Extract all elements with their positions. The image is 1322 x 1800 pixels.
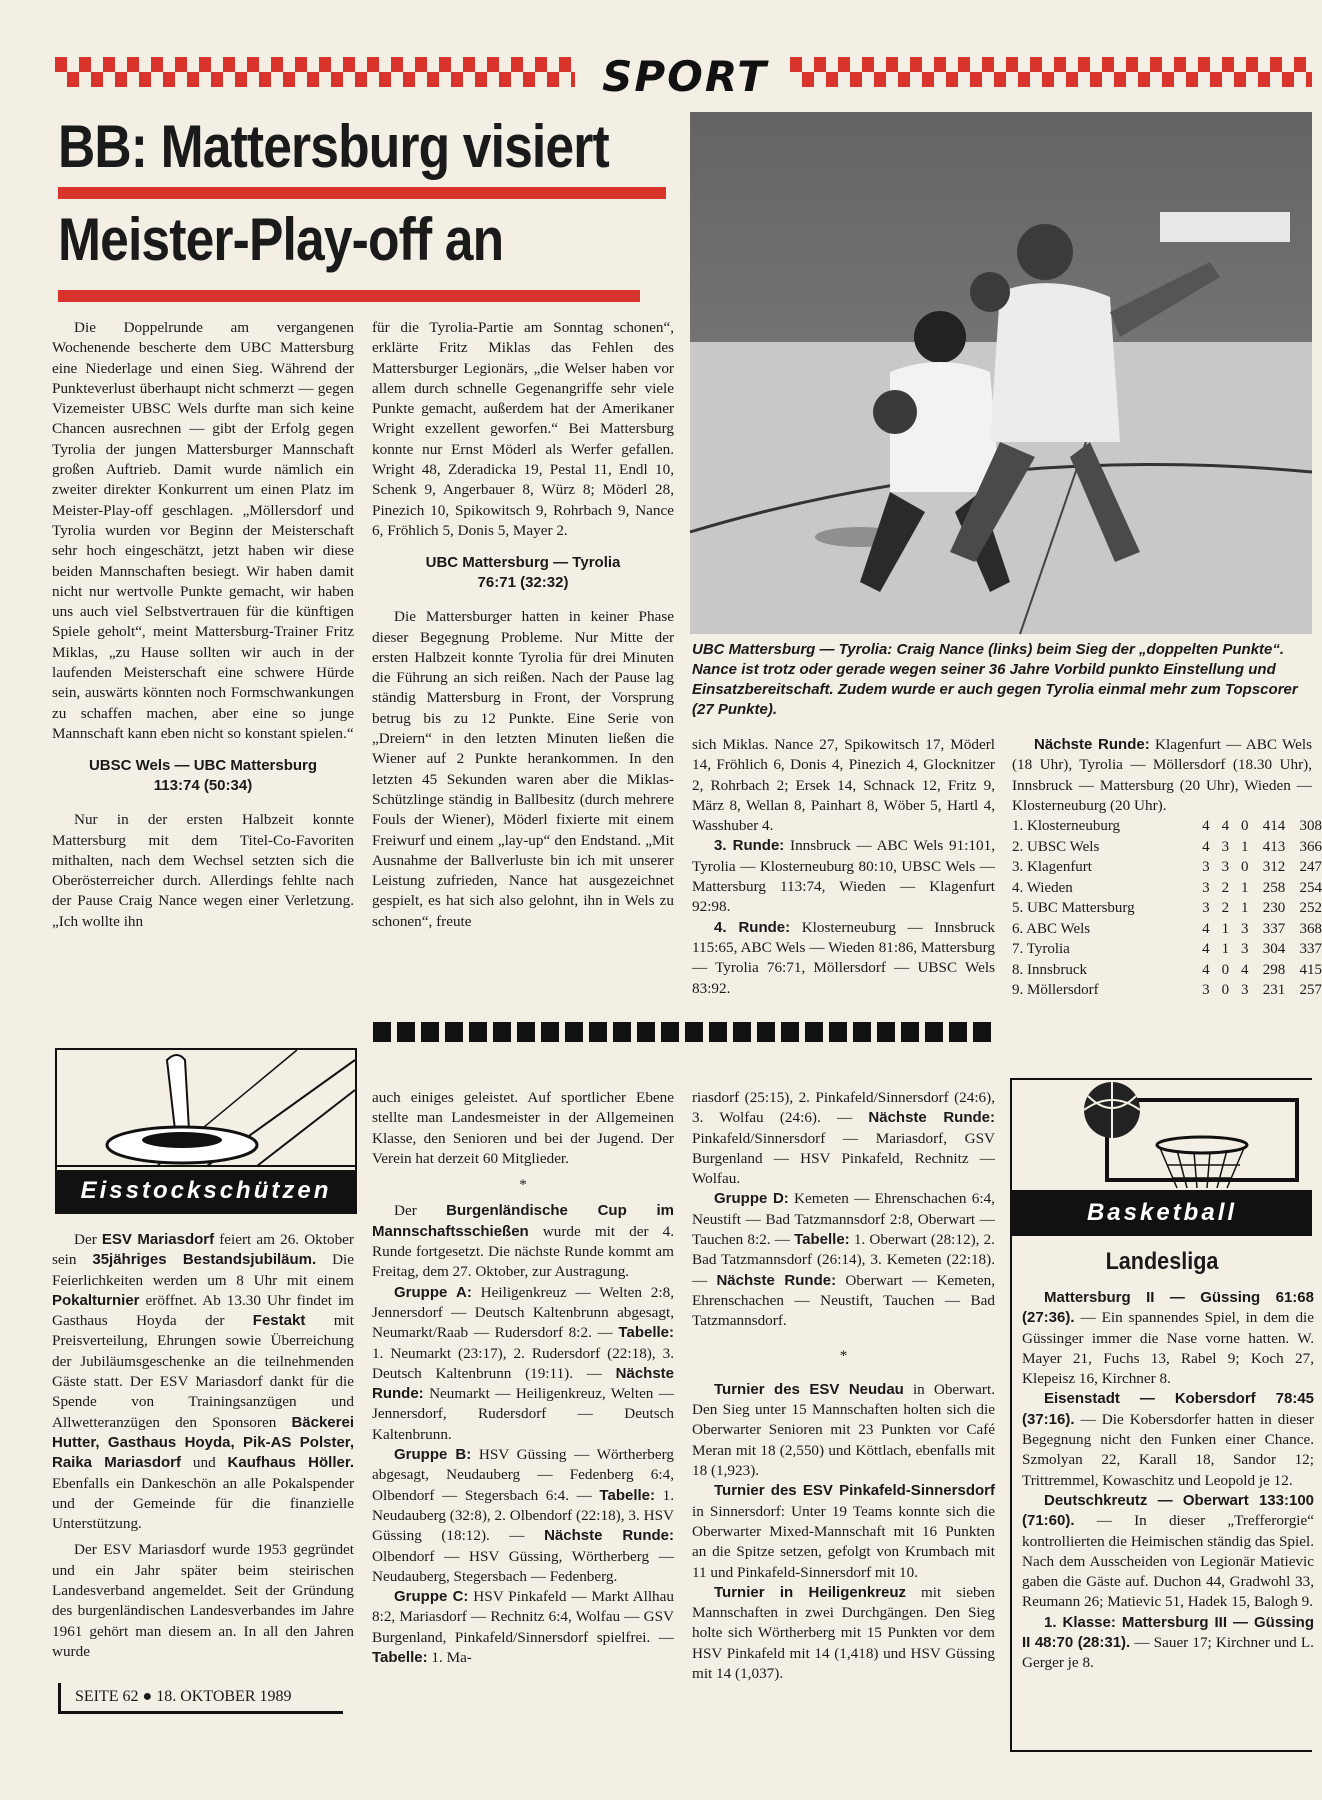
group-d [692, 1189, 995, 1331]
result-score: 113:74 (50:34) [153, 777, 253, 795]
cup-intro [372, 1201, 674, 1282]
text-run: Neumarkt — Heiligenkreuz, Welten — Jennersdorf, Rudersdorf — Deutsch Kaltenbrunn. [372, 1385, 674, 1443]
issue-date: 18. OKTOBER 1989 [156, 1688, 292, 1705]
group-b [372, 1445, 674, 1587]
standings-cell-l: 4 [1241, 961, 1249, 978]
standings-cell-w: 3 [1221, 838, 1230, 855]
eisstock-paragraph [52, 1230, 354, 1534]
standings-column-4 [1012, 735, 1322, 1001]
text-run: HSV Güssing — Wörtherberg abgesagt, Neudauberg — Fedenberg 6:4, Olbendorf — Stegersbach 6:4. — [372, 1446, 674, 1504]
headline-underline-2 [58, 290, 640, 302]
bold-run: Pokalturnier [52, 1291, 140, 1309]
bullet-icon: ● [142, 1688, 153, 1705]
tournament-label: Turnier des ESV Neudau [714, 1380, 904, 1398]
tournament-pinkafeld [692, 1481, 995, 1582]
bold-run: Bäckerei Hutter, Gasthaus Hoyda, Pik-AS Polster, Raika Mariasdorf [52, 1413, 354, 1472]
article-paragraph: Die Mattersburger hatten in keiner Phase dieser Begegnung Probleme. Nur Mitte der ersten Halbzeit konnte Tyrolia für drei Minuten die Führung an sich reißen. Nach der Pause lag ständig Mattersburg in Front, der Vorsprung betrug bis zu 12 Punkte. Eine Serie von „Dreiern“ in den letzten Minuten ließen die Wiener auf 2 Punkte herankommen. In den letzten 45 Sekunden waren aber die Miklas-Schützlinge ständig in Ballbesitz (durch mehrere Fouls der Wiener), Möderl fixierte mit einem Freiwurf und einem „lay-up“ den Endstand. „Mit Ausnahme der Ballverluste bin ich mit unserer Leistung zufrieden, Nance hat ausgezeichnet gespielt, es hat sich also gelohnt, ihn in Wels zu schonen“, freute [372, 608, 674, 930]
standings-cell-opp: 366 [1299, 838, 1322, 855]
group-label: Gruppe A: [394, 1283, 472, 1301]
results-column-3 [692, 735, 995, 999]
standings-cell-opp: 337 [1299, 941, 1322, 958]
group-c [372, 1587, 674, 1668]
standings-cell-g: 4 [1202, 818, 1210, 835]
standings-cell-pts: 231 [1262, 982, 1286, 999]
standings-cell-w: 3 [1221, 859, 1230, 876]
article-paragraph: auch einiges geleistet. Auf sportlicher Ebene stellte man Landesmeister in der Allgemeinen Klasse, den Senioren und bei der Jugend. Der Verein hat derzeit 60 Mitglieder. [372, 1089, 674, 1167]
standings-cell-team: 9. Möllersdorf [1012, 982, 1099, 999]
standings-cell-l: 0 [1241, 859, 1249, 876]
basketball-results [1022, 1288, 1314, 1674]
group-label: Gruppe B: [394, 1446, 472, 1464]
standings-cell-pts: 414 [1262, 818, 1286, 835]
asterisk-separator: * [519, 1176, 527, 1194]
text-run: riasdorf (25:15), 2. Pinkafeld/Sinnersdorf (24:6), 3. Wolfau (24:6). — [692, 1089, 995, 1127]
page-number: SEITE 62 [75, 1688, 139, 1705]
tournament-neudau [692, 1380, 995, 1481]
basketball-hoop-icon [1012, 1080, 1312, 1190]
headline-underline-1 [58, 187, 666, 199]
standings-cell-w: 4 [1221, 818, 1230, 835]
text-run: mit sieben Mannschaften in zwei Durchgängen. Den Sieg holte sich Wörtherberg mit 15 Punkten vor dem HSV Pinkafeld mit 14 (1,418) und HSV Güssing mit 14 (1,037). [692, 1583, 995, 1683]
tournament-heiligenkreuz [692, 1583, 995, 1684]
standings-cell-l: 3 [1241, 982, 1249, 999]
standings-cell-pts: 304 [1262, 941, 1286, 958]
next-round [1012, 735, 1312, 816]
basketball-game-photo [690, 112, 1312, 634]
eisstock-column [52, 1230, 354, 1662]
eisstock-paragraph: Der ESV Mariasdorf wurde 1953 gegründet und ein Jahr später beim steirischen Landesverband angemeldet. Seit der Gründung des burgenländischen Landesverbandes im Jahre 1961 gehört man diesem an. In all den Jahren wurde [52, 1541, 354, 1660]
standings-cell-l: 3 [1241, 941, 1249, 958]
standings-row [1012, 816, 1322, 837]
basketball-banner: Basketball [1012, 1190, 1312, 1236]
standings-cell-opp: 254 [1299, 879, 1322, 896]
standings-cell-w: 1 [1221, 920, 1230, 937]
standings-cell-team: 1. Klosterneuburg [1012, 818, 1121, 835]
standings-cell-team: 4. Wieden [1012, 879, 1073, 896]
text-run: und [180, 1454, 228, 1472]
standings-cell-opp: 368 [1299, 920, 1322, 937]
article-column-1 [52, 318, 354, 932]
photo-illustration [690, 112, 1312, 634]
standings-cell-opp: 415 [1299, 961, 1322, 978]
standings-cell-pts: 413 [1262, 838, 1286, 855]
standings-cell-g: 4 [1202, 941, 1210, 958]
checker-band-right [790, 57, 1312, 87]
basketball-game [1022, 1613, 1314, 1674]
article-paragraph: Nur in der ersten Halbzeit konnte Mattersburg mit dem Titel-Co-Favoriten mithalten, nach dem Wechsel setzten sich die Oberösterreicher durch. Allerdings fehlte nach der Pause Craig Nance wegen einer Verletzung. „Ich wollte ihn [52, 811, 354, 930]
standings-row [1012, 919, 1322, 940]
asterisk-separator: * [839, 1346, 848, 1364]
text-run: in Oberwart. Den Sieg unter 15 Mannschaften holten sich die Oberwarter Senioren mit 23 Punkten vor Café Meran mit 18 (2,550) und Köttlach, ebenfalls mit 18 (1,923). [692, 1380, 995, 1480]
standings-row [1012, 837, 1322, 858]
standings-cell-w: 0 [1221, 982, 1230, 999]
standings-cell-l: 0 [1241, 818, 1249, 835]
standings-cell-l: 1 [1241, 879, 1249, 896]
round-4-results [692, 918, 995, 999]
standings-cell-g: 3 [1202, 982, 1210, 999]
basketball-game [1022, 1389, 1314, 1490]
tournament-label: Turnier in Heiligenkreuz [714, 1583, 907, 1601]
group-label: Gruppe C: [394, 1588, 469, 1606]
checker-band-left [55, 57, 575, 87]
photo-caption: UBC Mattersburg — Tyrolia: Craig Nance (links) beim Sieg der „doppelten Punkte“. Nance ist trotz oder gerade wegen seiner 36 Jahre Vorbild punkto Einstellung und Einsatzbereitschaft. Zudem wurde er auch gegen Tyrolia einmal mehr zum Topscorer (27 Punkte). [692, 641, 1298, 718]
text-run: eröffnet. Ab 13.30 Uhr findet im Gasthaus Hoyda der [52, 1291, 354, 1330]
game-text: — Sauer 17; Kirchner und L. Gerger je 8. [1022, 1634, 1314, 1672]
text-run: Kemeten — Ehrenschachen 6:4, Neustift — Bad Tatzmannsdorf 2:8, Oberwart — Tauchen 8:2. — [692, 1190, 995, 1249]
standings-cell-w: 2 [1221, 900, 1230, 917]
text-run: feiert am 26. Oktober sein [52, 1231, 354, 1269]
cup-column [372, 1088, 674, 1668]
article-paragraph: Die Doppelrunde am vergangenen Wochenende bescherte dem UBC Mattersburg eine Niederlage und einen Sieg. Während der Punkteverlust überhaupt nicht schmerzt — gegen Vizemeister UBSC Wels durfte man sich keine Chancen ausrechnen — gibt der Erfolg gegen Tyrolia der jungen Mattersburger Mannschaft großen Auftrieb. Damit wurde nämlich ein zweiter direkter Konkurrent um einen Platz im Meister-Play-off geschlagen. „Möllersdorf und Tyrolia wurden vor Beginn der Meisterschaft sehr hoch eingeschätzt, jetzt haben wir diese beiden Mannschaften besiegt. Wir haben damit nicht nur wertvolle Punkte gemacht, wir haben uns auch viel Selbstvertrauen für die künftigen Spiele geholt“, meint Mattersburg-Trainer Fritz Miklas, „zu Hause sollten wir auch in der laufenden Meisterschaft eine schwere Hürde sein, auswärts könnten noch Formschwankungen zu schaffen machen, aber eine so junge Mannschaft kann eben nicht so konstant spielen.“ [52, 319, 354, 742]
text-run: Olbendorf — HSV Güssing, Wörtherberg — Neudauberg, Stegersbach — Fedenberg. [372, 1547, 674, 1585]
basketball-game [1022, 1288, 1314, 1389]
bold-run: ESV Mariasdorf [101, 1231, 215, 1248]
standings-cell-w: 1 [1221, 941, 1230, 958]
standings-cell-pts: 337 [1262, 920, 1286, 937]
standings-table [1012, 816, 1322, 1001]
round-3-results [692, 836, 995, 917]
section-tag: SPORT [602, 52, 768, 101]
standings-cell-g: 4 [1202, 920, 1210, 937]
text-run: Heiligenkreuz — Welten 2:8, Jennersdorf — Deutsch Kaltenbrunn abgesagt, Neumarkt/Raab — Rudersdorf 8:2. — [372, 1283, 674, 1342]
game-text: — Ein spannendes Spiel, in dem die Güssinger immer die Nase vorne hatten. W. Mayer 21, Fuchs 13, Rabel 9; Koch 27, Klepeisz 16, Kirchner 8. [1022, 1309, 1314, 1388]
group-a [372, 1283, 674, 1445]
headline-line-1: BB: Mattersburg visiert [58, 113, 609, 180]
standings-cell-opp: 247 [1299, 859, 1322, 876]
result-teams: UBSC Wels — UBC Mattersburg [88, 757, 318, 775]
result-wels-mattersburg [52, 756, 354, 796]
round-text: Klosterneuburg — Innsbruck 115:65, ABC Wels — Wieden 81:86, Mattersburg — Tyrolia 76:71, Möllersdorf — UBSC Wels 83:92. [692, 918, 995, 997]
standings-cell-w: 2 [1221, 879, 1230, 896]
game-text: — In dieser „Trefferorgie“ kontrollierten die Heimischen ständig das Spiel. Nach dem Ausscheiden von Legionär Matievic gaben die Gäste auf. Duchon 44, Gradwohl 33, Reumann 26; Matievic 51, Hadek 15, Balogh 9. [1022, 1512, 1314, 1611]
next-round-label: Nächste Runde: [1034, 736, 1150, 753]
group-c-continued [692, 1088, 995, 1189]
standings-row [1012, 980, 1322, 1001]
text-run: 1. Neudauberg (32:8), 2. Olbendorf (22:18), 3. HSV Güssing (18:12). — [372, 1486, 674, 1545]
bold-run: Kaufhaus Höller. [227, 1454, 354, 1472]
game-label: Deutschkreutz — Oberwart 133:100 (71:60). [1022, 1491, 1314, 1530]
bold-run: Burgenländische Cup im Mannschaftsschießen [372, 1202, 674, 1240]
next-round-label: Nächste Runde: [544, 1527, 674, 1545]
standings-cell-l: 3 [1241, 920, 1249, 937]
round-label: 3. Runde: [714, 837, 785, 855]
text-run: wurde mit der 4. Runde fortgesetzt. Die nächste Runde kommt am Freitag, dem 27. Oktober, zur Austragung. [372, 1222, 674, 1281]
headline-line-2: Meister-Play-off an [58, 206, 504, 273]
page-footer [58, 1683, 343, 1714]
basketball-subhead: Landesliga [1105, 1248, 1219, 1275]
standings-cell-l: 1 [1241, 838, 1249, 855]
round-text: Innsbruck — ABC Wels 91:101, Tyrolia — Klosterneuburg 80:10, UBSC Wels — Mattersburg 113:74, Wieden — Klagenfurt 92:98. [692, 837, 995, 916]
standings-cell-opp: 308 [1299, 818, 1322, 835]
basketball-game [1022, 1491, 1314, 1613]
section-divider [373, 1022, 995, 1042]
standings-cell-pts: 298 [1262, 961, 1286, 978]
text-run: 1. Ma- [427, 1649, 472, 1667]
text-run: Pinkafeld/Sinnersdorf — Mariasdorf, GSV Burgenland — HSV Pinkafeld, Rechnitz — Wolfau. [692, 1129, 995, 1188]
table-label: Tabelle: [794, 1231, 850, 1249]
standings-cell-g: 4 [1202, 838, 1210, 855]
article-paragraph: sich Miklas. Nance 27, Spikowitsch 17, Möderl 14, Fröhlich 6, Donis 4, Pinezich 4, Glocknitzer 2, Rohrbach 2; Ersek 14, Schnack 12, Fritz 9, März 8, Wellan 8, Painhart 8, Wöber 5, Hartl 4, Wasshuber 4. [692, 736, 995, 835]
next-round-text: Klagenfurt — ABC Wels (18 Uhr), Tyrolia — Möllersdorf (18.30 Uhr), Innsbruck — Mattersburg (20 Uhr), Wieden — Klosterneuburg (20 Uhr). [1012, 736, 1313, 814]
standings-row [1012, 878, 1322, 899]
standings-cell-team: 5. UBC Mattersburg [1012, 900, 1135, 917]
game-label: Mattersburg II — Güssing 61:68 (27:36). [1022, 1289, 1314, 1327]
text-run: Der [394, 1202, 447, 1220]
standings-cell-team: 3. Klagenfurt [1012, 859, 1092, 876]
next-round-label: Nächste Runde: [716, 1271, 837, 1289]
eisstock-illustration-box [55, 1048, 357, 1214]
result-teams: UBC Mattersburg — Tyrolia [425, 554, 621, 572]
game-text: — Die Kobersdorfer hatten in dieser Begegnung nicht den Funken einer Chance. Szmolyan 22, Karall 18, Sandor 12; Trittremmel, Kowaschitz und Leopold je 12. [1022, 1410, 1314, 1489]
article-column-2 [372, 318, 674, 932]
group-label: Gruppe D: [714, 1190, 789, 1208]
next-round-label: Nächste Runde: [372, 1364, 674, 1403]
text-run: HSV Pinkafeld — Markt Allhau 8:2, Mariasdorf — Rechnitz 6:4, Wolfau — GSV Burgenland, Pinkafeld/Sinnersdorf spielfrei. — [372, 1588, 674, 1646]
tournament-column [692, 1088, 995, 1684]
eisstock-banner: Eisstockschützen [57, 1170, 355, 1212]
text-run: 1. Neumarkt (23:17), 2. Rudersdorf (22:18), 3. Deutsch Kaltenbrunn (19:11). — [372, 1344, 674, 1382]
result-score: 76:71 (32:32) [477, 574, 569, 592]
standings-cell-g: 3 [1202, 900, 1210, 917]
table-label: Tabelle: [599, 1486, 655, 1504]
standings-cell-team: 2. UBSC Wels [1012, 838, 1100, 855]
standings-cell-g: 4 [1202, 961, 1210, 978]
next-round-label: Nächste Runde: [868, 1109, 995, 1127]
standings-cell-team: 7. Tyrolia [1012, 941, 1070, 958]
standings-cell-team: 8. Innsbruck [1012, 961, 1087, 978]
standings-cell-l: 1 [1241, 900, 1249, 917]
standings-cell-pts: 312 [1262, 859, 1286, 876]
text-run: Ebenfalls ein Dankeschön an alle Pokalspender und der Gemeinde für die finanzielle Unterstützung. [52, 1474, 354, 1533]
standings-row [1012, 960, 1322, 981]
text-run: Oberwart — Kemeten, Ehrenschachen — Neustift, Tauchen — Bad Tatzmannsdorf. [692, 1271, 996, 1330]
tournament-label: Turnier des ESV Pinkafeld-Sinnersdorf [714, 1482, 995, 1500]
round-label: 4. Runde: [714, 918, 791, 936]
result-mattersburg-tyrolia [372, 553, 674, 593]
standings-cell-w: 0 [1221, 961, 1230, 978]
standings-row [1012, 939, 1322, 960]
curling-stone-icon [57, 1050, 355, 1168]
text-run: 1. Oberwart (28:12), 2. Bad Tatzmannsdorf (26:14), 3. Kemeten (22:18). — [692, 1231, 995, 1289]
text-run: mit Preisverteilung, Ehrungen sowie Überreichung der Jubiläumsgeschenke an die teilnehmenden Gäste statt. Der ESV Mariasdorf dankt für die Spende von Trainingsanzügen und Allwetteranzügen den Sponsoren [52, 1312, 354, 1431]
game-label: 1. Klasse: Mattersburg III — Güssing II 48:70 (28:31). [1022, 1613, 1314, 1652]
text-run: in Sinnersdorf: Unter 19 Teams konnte sich die Oberwarter Mixed-Mannschaft mit 16 Punkten an die Spitze setzen, gefolgt von Krumbach mit 11 und Pinkafeld-Sinnersdorf mit 10. [692, 1502, 995, 1581]
bold-run: 35jähriges Bestandsjubiläum. [92, 1251, 317, 1269]
table-label: Tabelle: [372, 1649, 428, 1667]
standings-cell-g: 3 [1202, 859, 1210, 876]
table-label: Tabelle: [618, 1324, 674, 1342]
standings-cell-team: 6. ABC Wels [1012, 920, 1091, 937]
standings-cell-opp: 252 [1299, 900, 1322, 917]
game-label: Eisenstadt — Kobersdorf 78:45 (37:16). [1022, 1390, 1314, 1428]
standings-cell-g: 3 [1202, 879, 1210, 896]
standings-cell-opp: 257 [1299, 982, 1322, 999]
standings-row [1012, 857, 1322, 878]
standings-row [1012, 898, 1322, 919]
standings-cell-pts: 230 [1262, 900, 1286, 917]
basketball-box [1010, 1078, 1312, 1752]
text-run: Der [74, 1231, 102, 1248]
standings-cell-pts: 258 [1262, 879, 1286, 896]
text-run: Die Feierlichkeiten werden um 8 Uhr mit einem [52, 1251, 354, 1289]
bold-run: Festakt [252, 1312, 306, 1330]
article-paragraph: für die Tyrolia-Partie am Sonntag schonen“, erklärte Fritz Miklas das Fehlen des Mattersburger Legionärs, „die Welser haben vor allem durch schnelle Gegenangriffe sehr viele Punkte gemacht, außerdem hat der Amerikaner Wright exzellent geworfen.“ Bei Mattersburg konnte nur Ernst Möderl als Werfer gefallen. Wright 48, Zderadicka 19, Pestal 11, Endl 10, Schenk 9, Angerbauer 8, Würz 8; Möderl 28, Pinezich 10, Spikowitsch 9, Rohrbach 9, Nance 6, Fröhlich 5, Donis 5, Mayer 2. [372, 319, 674, 539]
